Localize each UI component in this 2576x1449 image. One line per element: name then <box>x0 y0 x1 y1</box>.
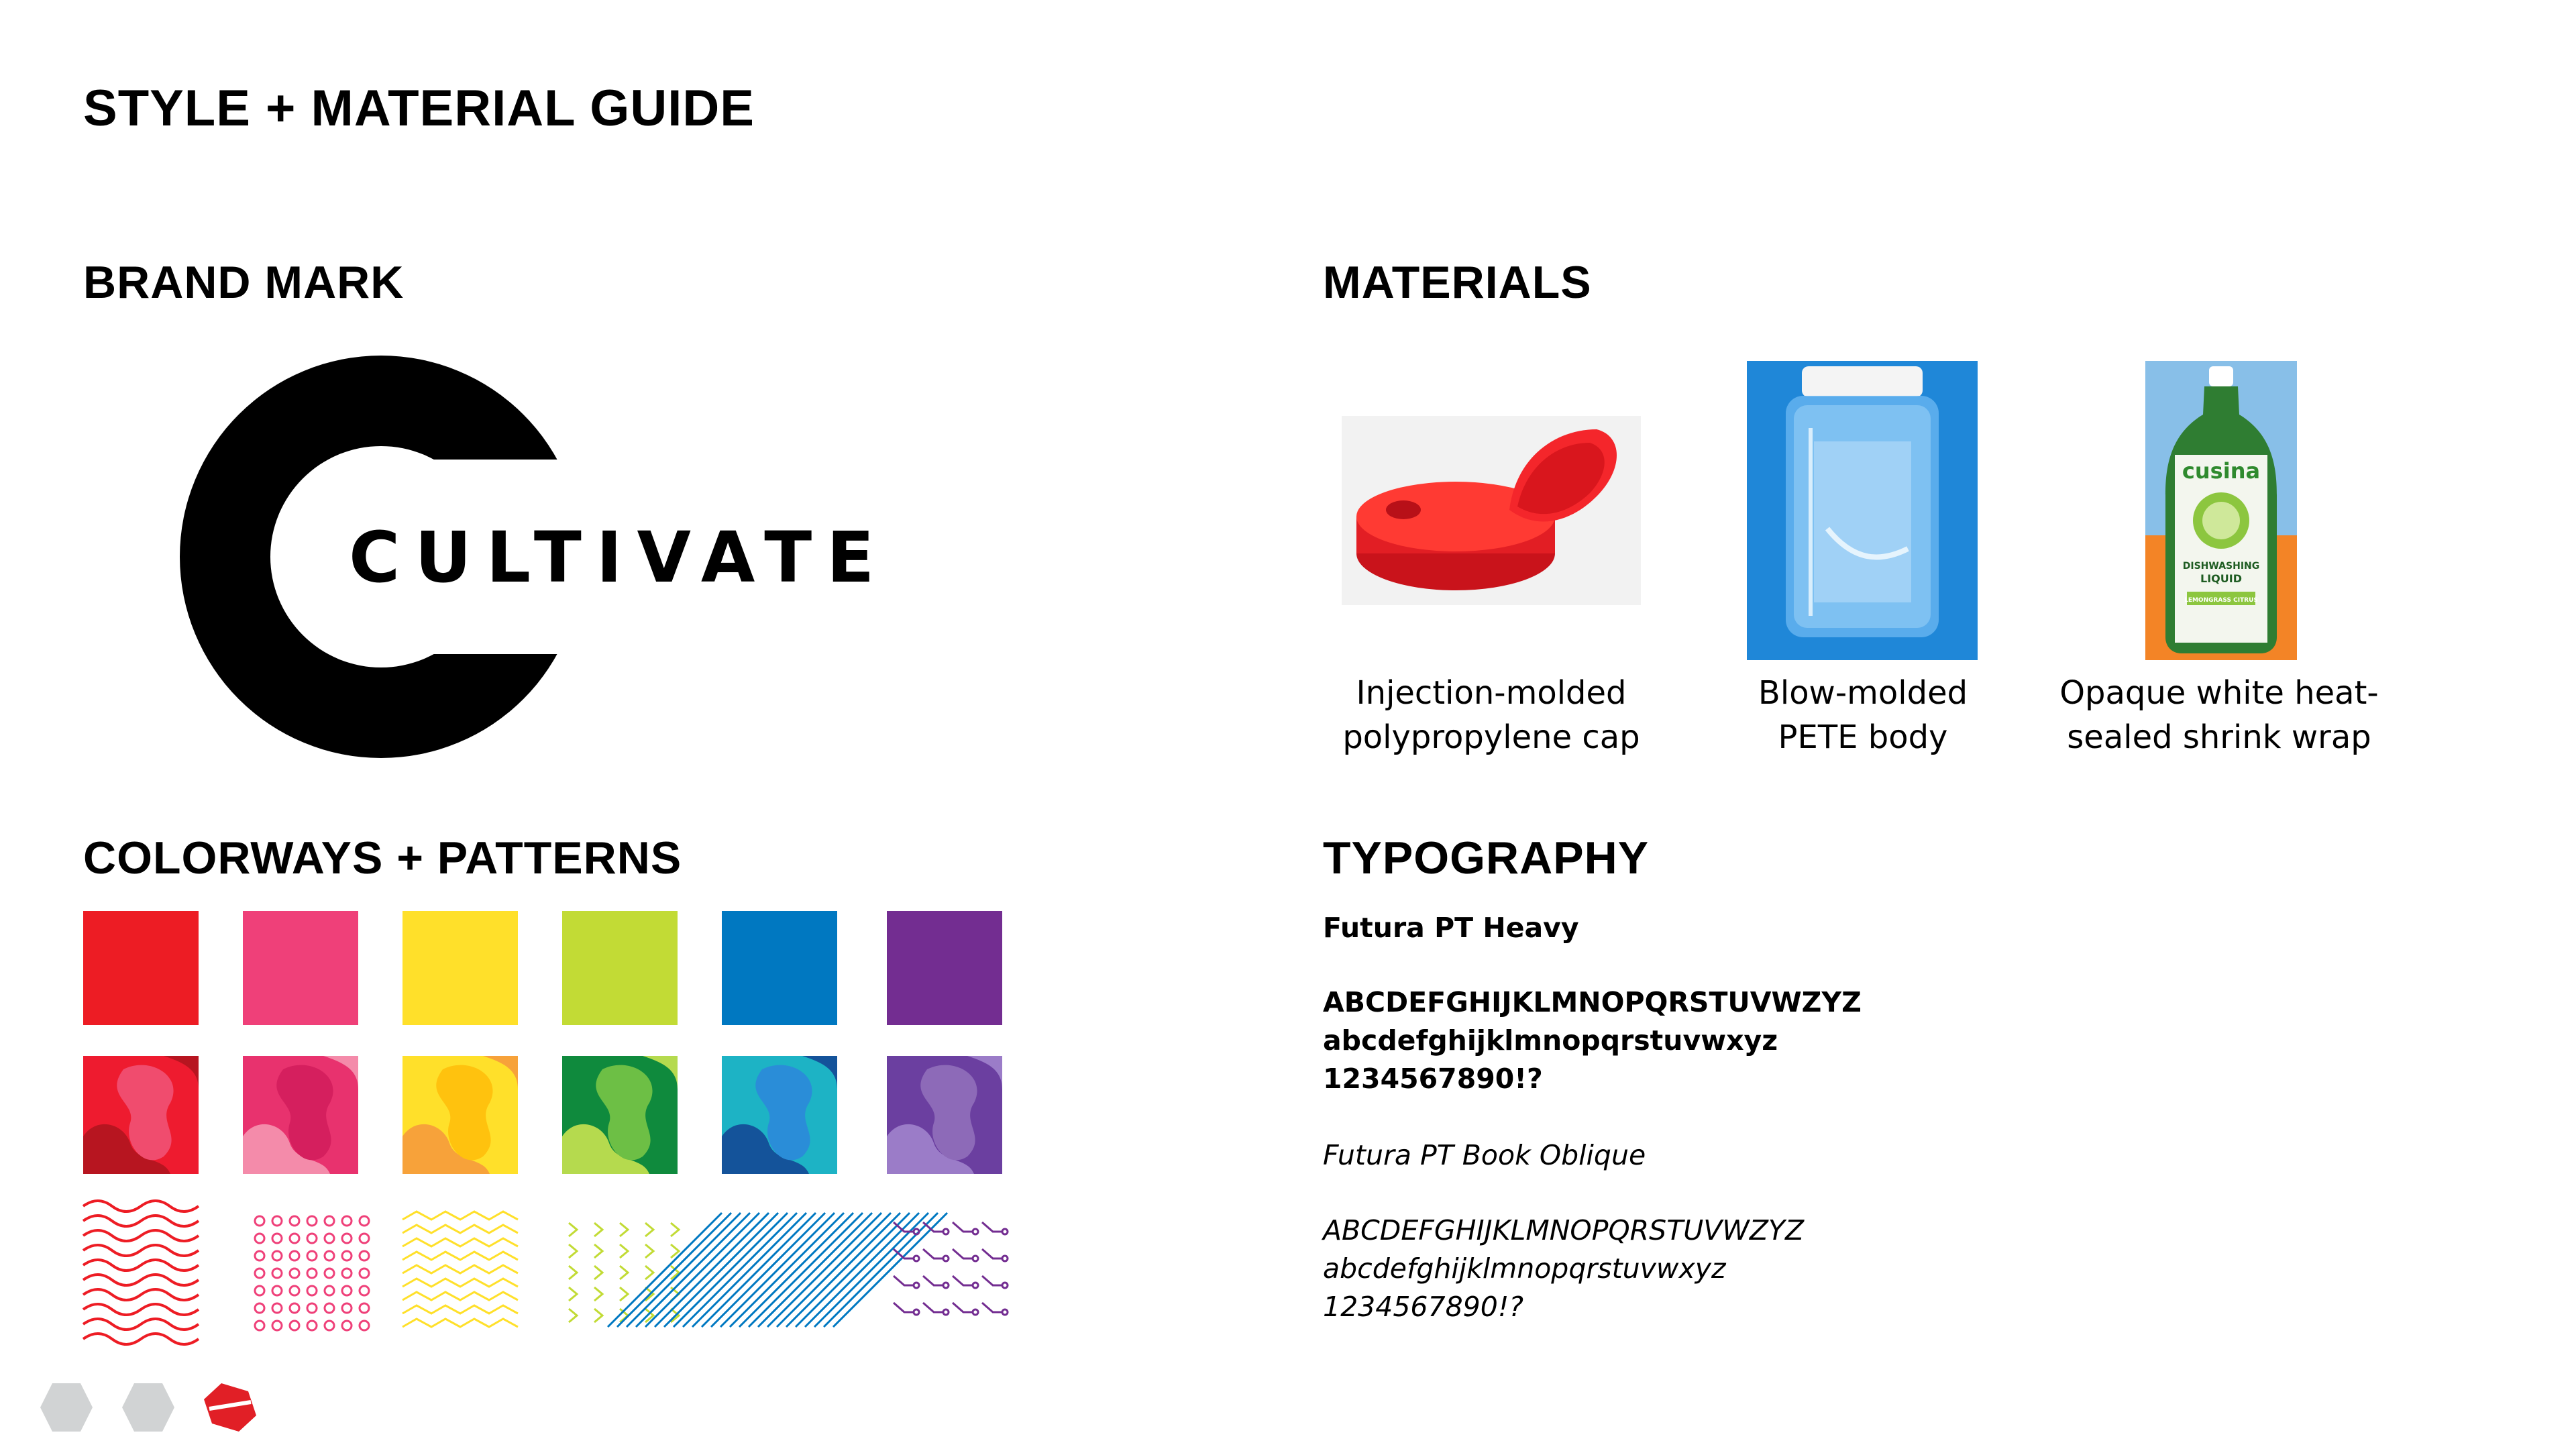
color-swatch-3 <box>402 911 518 1025</box>
camo-pattern-3 <box>402 1056 518 1174</box>
font-name-book-oblique: Futura PT Book Oblique <box>1323 1139 1646 1171</box>
camo-pattern-2 <box>243 1056 358 1174</box>
material-caption-wrap: Opaque white heat- sealed shrink wrap <box>2059 674 2379 756</box>
logo-wordmark: CULTIVATE <box>349 517 890 598</box>
color-swatch-1 <box>83 911 199 1025</box>
color-swatch-6 <box>887 911 1002 1025</box>
nav-dot-3-active[interactable] <box>203 1382 258 1433</box>
pattern-tech-lines <box>887 1213 1002 1327</box>
heavy-uppercase: ABCDEFGHIJKLMNOPQRSTUVWZYZ <box>1323 986 1862 1018</box>
camo-pattern-4 <box>562 1056 678 1174</box>
pattern-arrows <box>562 1213 678 1327</box>
heavy-digits: 1234567890!? <box>1323 1063 1543 1095</box>
cultivate-logo <box>180 356 890 758</box>
pattern-chevron <box>402 1213 518 1327</box>
font-specimen-book-oblique <box>1323 1212 1804 1326</box>
pattern-circles <box>243 1213 358 1327</box>
bottle-brand-text: cusina <box>2182 458 2261 484</box>
font-name-heavy: Futura PT Heavy <box>1323 912 1579 944</box>
heavy-lowercase: abcdefghijklmnopqrstuvwxyz <box>1323 1024 1778 1057</box>
book-uppercase: ABCDEFGHIJKLMNOPQRSTUVWZYZ <box>1323 1214 1805 1246</box>
font-specimen-heavy <box>1323 983 1862 1098</box>
pete-jar-image <box>1747 361 1978 660</box>
section-heading-colorways: COLORWAYS + PATTERNS <box>83 833 682 883</box>
material-caption-cap: Injection-molded polypropylene cap <box>1342 674 1640 756</box>
book-lowercase: abcdefghijklmnopqrstuvwxyz <box>1323 1252 1726 1285</box>
color-swatch-4 <box>562 911 678 1025</box>
color-swatch-5 <box>722 911 837 1025</box>
camo-pattern-5 <box>722 1056 837 1174</box>
flip-top-cap-image <box>1342 416 1641 605</box>
section-heading-brand-mark: BRAND MARK <box>83 257 405 308</box>
bottle-label-line1: DISHWASHING <box>2182 561 2260 572</box>
pattern-diagonal-lines <box>722 1213 837 1327</box>
color-swatch-2 <box>243 911 358 1025</box>
pattern-wave <box>83 1213 199 1327</box>
book-digits: 1234567890!? <box>1323 1291 1524 1323</box>
section-heading-typography: TYPOGRAPHY <box>1323 833 1650 883</box>
page-title: STYLE + MATERIAL GUIDE <box>83 80 755 137</box>
bottle-label-line3: LEMONGRASS CITRUS <box>2184 597 2258 604</box>
dish-soap-bottle-image <box>2145 361 2297 660</box>
camo-pattern-1 <box>83 1056 199 1174</box>
section-heading-materials: MATERIALS <box>1323 257 1592 308</box>
bottle-label-line2: LIQUID <box>2200 572 2242 585</box>
nav-dot-1[interactable] <box>39 1382 94 1433</box>
material-caption-body: Blow-molded PETE body <box>1758 674 1968 756</box>
camo-pattern-6 <box>887 1056 1002 1174</box>
nav-dot-2[interactable] <box>121 1382 176 1433</box>
